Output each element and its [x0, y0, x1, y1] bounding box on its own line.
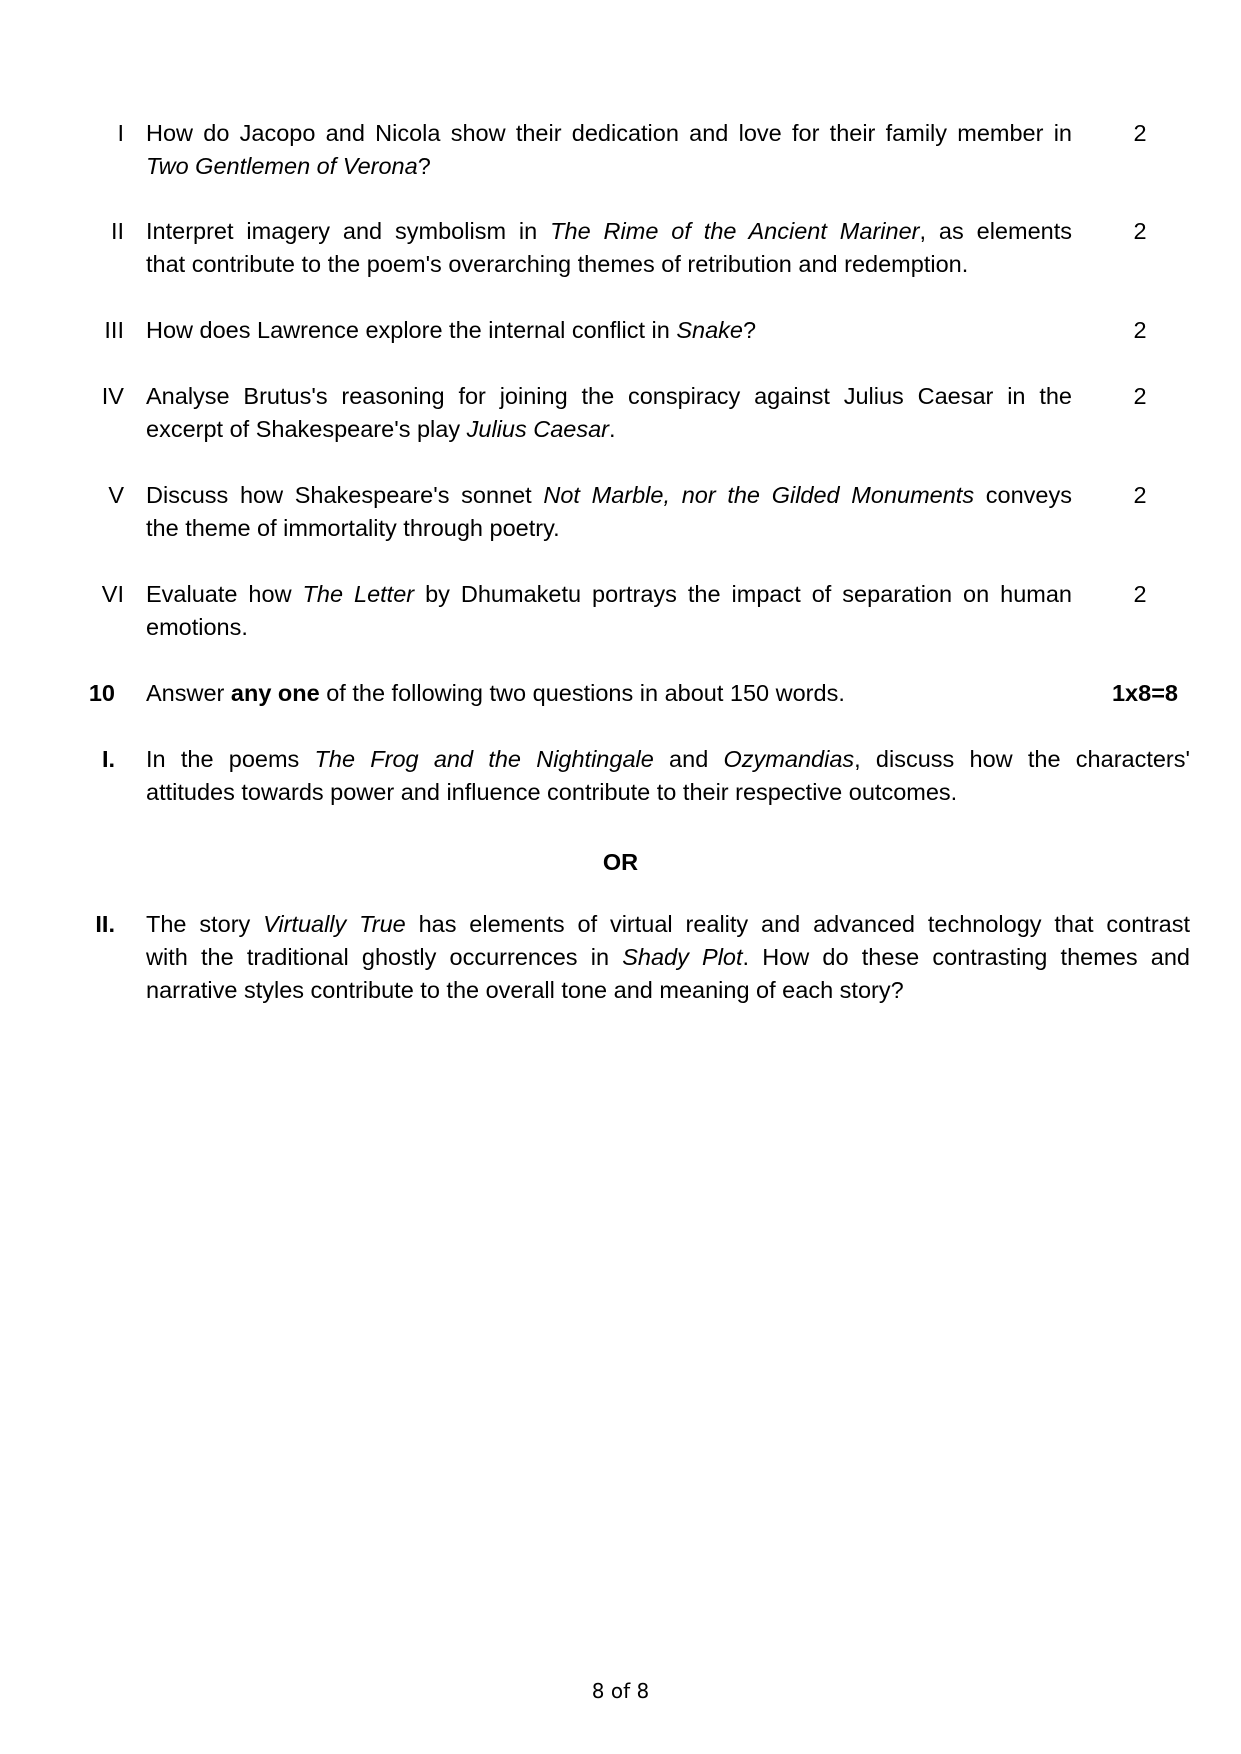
- text-run: emotions.: [146, 614, 248, 640]
- text-line: [146, 908, 1190, 941]
- question-number: IV: [101, 383, 124, 409]
- text-run: excerpt of Shakespeare's play: [146, 416, 467, 442]
- text-run: .: [609, 416, 616, 442]
- question-text: [146, 117, 1072, 183]
- text-line: [146, 314, 1072, 347]
- text-line: [146, 578, 1072, 611]
- instruction-bold: any one: [230, 680, 320, 706]
- question-text: [146, 578, 1072, 644]
- text-run: In the poems: [146, 746, 315, 772]
- text-line: [146, 512, 1072, 545]
- italic-title: Shady Plot: [622, 944, 743, 970]
- question-number: V: [108, 482, 124, 508]
- text-run: has elements of virtual reality and advanced technology that contrast: [405, 911, 1191, 937]
- text-line: [146, 776, 1190, 809]
- question-text: [146, 677, 1072, 710]
- text-line: [146, 248, 1072, 281]
- text-line: [146, 117, 1072, 150]
- question-number: VI: [101, 581, 124, 607]
- question-number: II: [110, 218, 124, 244]
- text-run: , as elements: [919, 218, 1072, 244]
- text-run: with the traditional ghostly occurrences in: [146, 944, 623, 970]
- text-run: ?: [743, 317, 757, 343]
- text-run: How does Lawrence explore the internal conflict in: [146, 317, 677, 343]
- choice-text: [146, 743, 1190, 809]
- question-number: I: [117, 120, 124, 146]
- text-run: by Dhumaketu portrays the impact of separation on human: [414, 581, 1073, 607]
- question-text: [146, 215, 1072, 281]
- text-run: . How do these contrasting themes and: [742, 944, 1190, 970]
- text-line: [146, 413, 1072, 446]
- italic-title: The Letter: [302, 581, 415, 607]
- text-run: Evaluate how: [146, 581, 303, 607]
- text-line: [146, 380, 1072, 413]
- text-run: that contribute to the poem's overarching themes of retribution and redemption.: [146, 251, 969, 277]
- text-line: [146, 974, 1190, 1007]
- text-run: and: [653, 746, 724, 772]
- italic-title: Virtually True: [263, 911, 406, 937]
- or-separator: OR: [602, 849, 639, 875]
- text-run: The story: [146, 911, 264, 937]
- text-line: [146, 479, 1072, 512]
- text-run: conveys: [974, 482, 1072, 508]
- italic-title: The Frog and the Nightingale: [314, 746, 654, 772]
- italic-title: Two Gentlemen of Verona: [146, 153, 418, 179]
- text-line: [146, 941, 1190, 974]
- text-line: [146, 743, 1190, 776]
- text-run: , discuss how the characters': [854, 746, 1190, 772]
- question-marks: 2: [1133, 120, 1147, 146]
- text-run: Interpret imagery and symbolism in: [146, 218, 551, 244]
- question-text: [146, 380, 1072, 446]
- text-line: [146, 215, 1072, 248]
- text-line: [146, 611, 1072, 644]
- choice-text: [146, 908, 1190, 1007]
- question-marks: 1x8=8: [1111, 680, 1178, 706]
- question-marks: 2: [1133, 218, 1147, 244]
- text-run: Discuss how Shakespeare's sonnet: [146, 482, 544, 508]
- question-text: [146, 479, 1072, 545]
- question-marks: 2: [1133, 482, 1147, 508]
- text-run: attitudes towards power and influence contribute to their respective outcomes.: [146, 779, 958, 805]
- instruction-post: of the following two questions in about 150 words.: [319, 680, 845, 706]
- question-number: III: [104, 317, 124, 343]
- question-text: [146, 314, 1072, 347]
- text-line: [146, 150, 1072, 183]
- text-run: ?: [417, 153, 431, 179]
- question-marks: 2: [1133, 383, 1147, 409]
- italic-title: The Rime of the Ancient Mariner: [550, 218, 920, 244]
- question-number: 10: [88, 680, 115, 706]
- choice-number: I.: [101, 746, 115, 772]
- page-number: 8 of 8: [591, 1679, 650, 1703]
- text-run: Analyse Brutus's reasoning for joining the conspiracy against Julius Caesar in the: [146, 383, 1072, 409]
- italic-title: Julius Caesar: [466, 416, 609, 442]
- instruction-pre: Answer: [146, 680, 231, 706]
- italic-title: Snake: [676, 317, 743, 343]
- italic-title: Not Marble, nor the Gilded Monuments: [543, 482, 975, 508]
- text-run: How do Jacopo and Nicola show their dedication and love for their family member in: [146, 120, 1072, 146]
- question-marks: 2: [1133, 581, 1147, 607]
- italic-title: Ozymandias: [723, 746, 855, 772]
- choice-number: II.: [95, 911, 115, 937]
- question-marks: 2: [1133, 317, 1147, 343]
- text-run: the theme of immortality through poetry.: [146, 515, 560, 541]
- text-run: narrative styles contribute to the overall tone and meaning of each story?: [146, 977, 904, 1003]
